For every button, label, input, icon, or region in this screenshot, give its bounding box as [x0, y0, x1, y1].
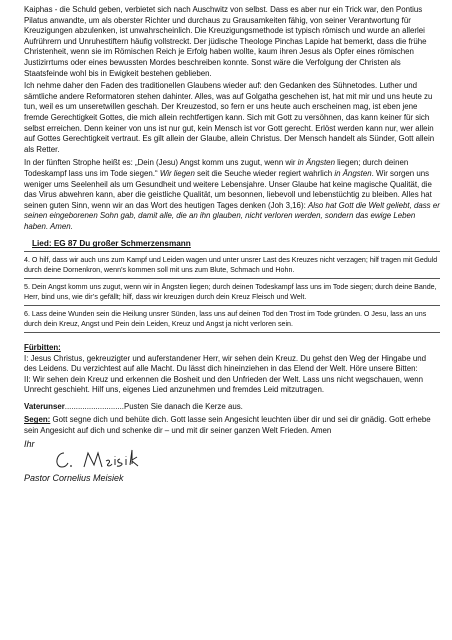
- hymn-divider: [24, 278, 440, 279]
- sermon-paragraph-3: In der fünften Strophe heißt es: „Dein (Jesu) Angst komm uns zugut, wenn wir in Ängsten liegen; durch deinen Todeskampf lass uns im Tode siegen.“ Wir liegen seit die Seuche wieder regiert wahrlich in Ängsten. Wir sorgen uns weniger ums Seelenheil als um Gesundheit und weitere Lebensjahre. Unser Glaube hat keine magische Qualität, die das Virus abwehren kann, aber die geistliche Qualität, um besonnen, liebevoll und lebenstüchtig zu bleiben. Alles hat seinen guten Sinn, wenn wir an das Wort des heutigen Tages denken (Joh 3,16): Also hat Gott die Welt geliebt, dass er seinen eingeborenen Sohn gab, damit alle, die an ihn glauben, nicht verloren werden, sondern das ewige Leben haben. Amen.: [24, 158, 440, 231]
- intercessions-heading: Fürbitten:: [24, 342, 61, 352]
- hymn-verse-5: 5. Dein Angst komm uns zugut, wenn wir in Ängsten liegen; durch deinen Todeskampf lass uns im Tode siegen; durch deine Bande, Herr, bind uns, wie dir’s gefällt; hilf, dass wir kreuzigen durch dein Kreuz Fleisch und Welt.: [24, 283, 437, 302]
- hymn-verse-4: 4. O hilf, dass wir auch uns zum Kampf und Leiden wagen und unter unsrer Last des Kreuzes nicht verzagen; hilf tragen mit Geduld durch deine Dornenkron, wenn’s kommen soll mit uns zum Blute, Schmach und Hohn.: [24, 256, 438, 275]
- sermon-paragraph-1: Kaiphas - die Schuld geben, verbietet sich nach Auschwitz von selbst. Dass es aber nur ein Trick war, den Pontius Pilatus anwandte, um als oberster Richter und durchaus zu Grausamkeiten fähig, von seiner Verantwortung für Kreuzigungen abzulenken, ist unwahrscheinlich. Die Kreuzigungsmethode ist typisch römisch und wurde an allerlei Aufrührern und Unruhestiftern häufig vollstreckt. Der jüdische Theologe Pinchas Lapide hat bemerkt, dass die frühe Christenheit, wenn sie im Römischen Reich je Erfolg haben wollte, kaum ihren Jesus als Opfer eines römischen Justizirrtums oder eines bewussten Mordes beschreiben konnte. Sonst wäre die Verfolgung der Christen als Staatsfeinde wohl bis in Ewigkeit bestehen geblieben.: [24, 5, 427, 78]
- signature-block: [24, 439, 440, 473]
- hymn-title: Lied: EG 87 Du großer Schmerzensmann: [32, 239, 191, 249]
- hymn-divider-top: [24, 251, 440, 252]
- hymn-divider-bottom: [24, 332, 440, 333]
- hymn-verse-6: 6. Lass deine Wunden sein die Heilung unsrer Sünden, lass uns auf deinen Tod den Trost im Tode gründen. O Jesu, lass an uns durch dein Kreuz, Angst und Pein dein Leiden, Kreuz und Angst ja nicht verloren sein.: [24, 310, 427, 328]
- closing-ihr: Ihr: [24, 438, 35, 449]
- pastor-name: Pastor Cornelius Meisiek: [24, 472, 124, 483]
- lords-prayer-line: Vaterunser...........................Pusten Sie danach die Kerze aus.: [24, 401, 243, 411]
- sermon-paragraph-2: Ich nehme daher den Faden des traditionellen Glaubens wieder auf: den Gedanken des Sühnetodes. Luther und sämtliche andere Reformatoren stehen dahinter. Alles, was auf Golgatha geschehen ist, hat mit mir und uns heute zu tun, weil es um unseretwillen geschah. Der Kreuzestod, so fern er uns heute auch erscheinen mag, ist eben jene fremde Gerechtigkeit Gottes, die mich allein rechtfertigen kann. Sich mit Gott zu versöhnen, das kann keiner für sich selbst erreichen. Denn keiner von uns ist nur gut, kein Mensch ist vor Gott gerecht. Erlöst werden kann nur, wer allein auf Gottes Gerechtigkeit vertraut. Es gilt allein der Glaube, allein Christus. Der Mensch handelt als Sünder, Gott allein als Retter.: [24, 81, 435, 154]
- hymn-divider: [24, 305, 440, 306]
- intercessions-part-2: II: Wir sehen dein Kreuz und erkennen die Bosheit und den Unfrieden der Welt. Lass uns nicht wegschauen, wenn Unrecht geschieht. Hilf uns, eigenes Lied anzunehmen und fremdes Leid mitzutragen.: [24, 374, 424, 395]
- blessing: Segen: Gott segne dich und behüte dich. Gott lasse sein Angesicht leuchten über dir und sei dir gnädig. Gott erhebe sein Angesicht auf dich und schenke dir – und mit dir seiner ganzen Welt Frieden. Amen: [24, 415, 431, 436]
- intercessions-part-1: I: Jesus Christus, gekreuzigter und auferstandener Herr, wir sehen dein Kreuz. Du gehst den Weg der Hingabe und des Leidens. Du verzichtest auf alle Macht. Du lässt dich hineinziehen in das Elend der Welt. Höre unsere Bitten:: [24, 353, 427, 374]
- handwritten-signature: [52, 447, 162, 473]
